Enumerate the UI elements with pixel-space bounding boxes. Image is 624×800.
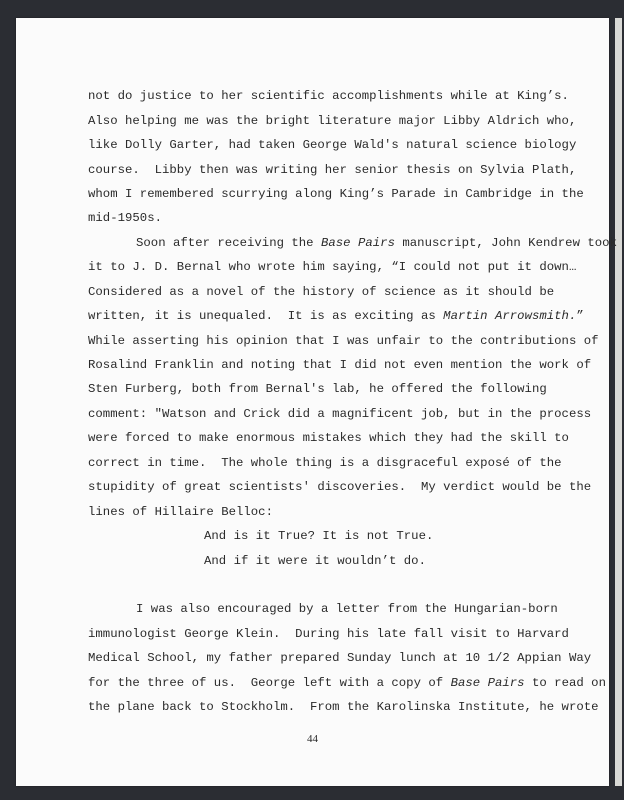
text-line	[88, 675, 606, 691]
text-run: to read on	[524, 676, 606, 690]
text-line: correct in time. The whole thing is a disgraceful exposé of the	[88, 456, 562, 470]
document-page	[16, 18, 617, 786]
book-title: Martin Arrowsmith.	[443, 309, 577, 323]
text-line: course. Libby then was writing her senior thesis on Sylvia Plath,	[88, 163, 577, 177]
poem-line: And if it were it wouldn’t do.	[204, 554, 426, 568]
text-line: like Dolly Garter, had taken George Wald's natural science biology	[88, 138, 577, 152]
text-line: whom I remembered scurrying along King’s Parade in Cambridge in the	[88, 187, 584, 201]
text-line: the plane back to Stockholm. From the Karolinska Institute, he wrote	[88, 700, 599, 714]
text-line: Also helping me was the bright literature major Libby Aldrich who,	[88, 114, 577, 128]
text-line	[88, 308, 584, 324]
text-line: Medical School, my father prepared Sunday lunch at 10 1/2 Appian Way	[88, 651, 592, 665]
text-line: comment: "Watson and Crick did a magnificent job, but in the process	[88, 407, 592, 421]
text-run: manuscript, John Kendrew took	[394, 236, 617, 250]
text-line: were forced to make enormous mistakes which they had the skill to	[88, 431, 569, 445]
text-line: it to J. D. Bernal who wrote him saying, “I could not put it down…	[88, 260, 577, 274]
text-line: lines of Hillaire Belloc:	[88, 505, 273, 519]
text-line: Sten Furberg, both from Bernal's lab, he offered the following	[88, 382, 547, 396]
text-run: Soon after receiving the	[136, 236, 321, 250]
text-run: written, it is unequaled. It is as exciting as	[88, 309, 444, 323]
text-line: Rosalind Franklin and noting that I did not even mention the work of	[88, 358, 592, 372]
text-run: for the three of us. George left with a copy of	[88, 676, 451, 690]
text-run: ”	[576, 309, 584, 323]
text-line: mid-1950s.	[88, 211, 162, 225]
text-line: I was also encouraged by a letter from the Hungarian-born	[136, 602, 558, 616]
text-line: stupidity of great scientists' discoveries. My verdict would be the	[88, 480, 592, 494]
text-line: immunologist George Klein. During his late fall visit to Harvard	[88, 627, 569, 641]
poem-line: And is it True? It is not True.	[204, 529, 434, 543]
text-line: Considered as a novel of the history of science as it should be	[88, 285, 555, 299]
text-line: While asserting his opinion that I was unfair to the contributions of	[88, 334, 599, 348]
book-title: Base Pairs	[320, 236, 395, 250]
text-line	[136, 235, 617, 251]
text-line: not do justice to her scientific accomplishments while at King’s.	[88, 89, 569, 103]
page-number: 44	[307, 733, 318, 745]
book-title: Base Pairs	[450, 676, 525, 690]
page-edge	[615, 18, 622, 786]
